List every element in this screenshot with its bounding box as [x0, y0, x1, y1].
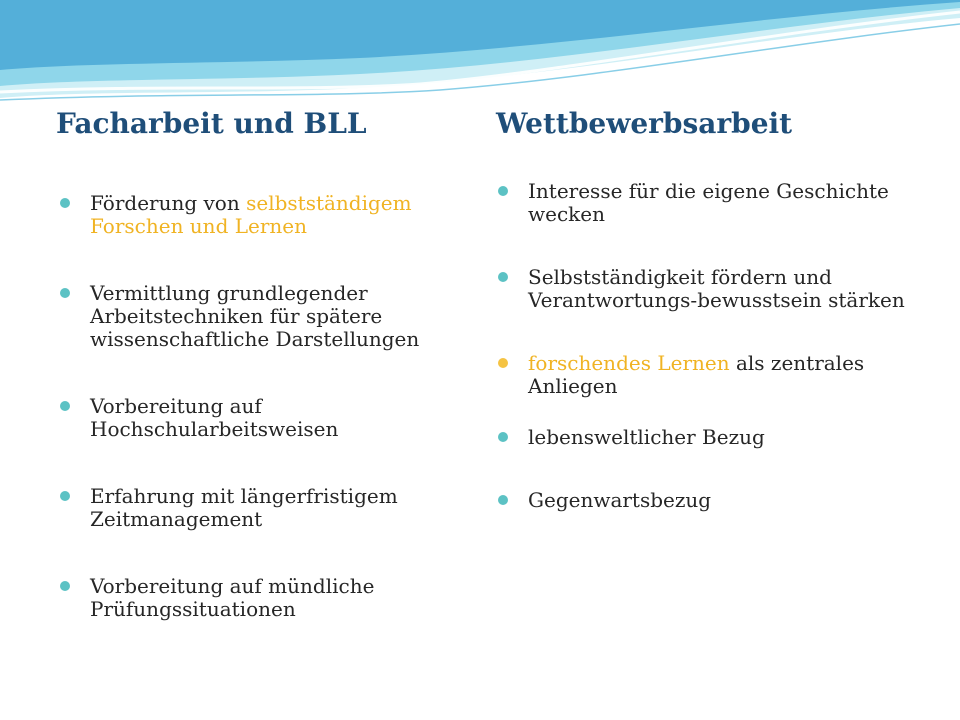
list-item	[60, 282, 480, 351]
list-item-text: Vorbereitung auf Hochschularbeitsweisen	[90, 394, 339, 441]
list-item-text: Erfahrung mit längerfristigem Zeitmanagement	[90, 484, 398, 531]
list-item-text: Selbstständigkeit fördern und Verantwortungs-bewusstsein stärken	[528, 265, 905, 312]
bullet-dot-icon	[498, 358, 508, 368]
right-bullet-list	[498, 180, 918, 552]
list-item	[60, 485, 480, 531]
list-item-text: lebensweltlicher Bezug	[528, 425, 765, 449]
list-item	[498, 426, 918, 449]
list-item	[60, 575, 480, 621]
list-item	[498, 352, 918, 398]
left-bullet-list	[60, 192, 480, 665]
bullet-dot-icon	[60, 198, 70, 208]
list-item-text: Interesse für die eigene Geschichte wecken	[528, 179, 889, 226]
list-item-highlight: selbstständigem Forschen und Lernen	[90, 191, 412, 238]
bullet-dot-icon	[498, 432, 508, 442]
list-item	[498, 266, 918, 312]
list-item	[498, 489, 918, 512]
bullet-dot-icon	[60, 401, 70, 411]
bullet-dot-icon	[498, 272, 508, 282]
left-column-heading: Facharbeit und BLL	[56, 107, 367, 140]
list-item	[60, 395, 480, 441]
bullet-dot-icon	[498, 495, 508, 505]
bullet-dot-icon	[60, 581, 70, 591]
bullet-dot-icon	[60, 491, 70, 501]
list-item-text: Vermittlung grundlegender Arbeitstechniken für spätere wissenschaftliche Darstellungen	[90, 281, 420, 351]
list-item-text: Vorbereitung auf mündliche Prüfungssituationen	[90, 574, 375, 621]
list-item	[60, 192, 480, 238]
list-item	[498, 180, 918, 226]
list-item-text: als zentrales Anliegen	[528, 351, 865, 398]
list-item-text: Förderung von	[90, 191, 247, 215]
list-item-text: Gegenwartsbezug	[528, 488, 712, 512]
list-item-highlight: forschendes Lernen	[528, 351, 730, 375]
bullet-dot-icon	[498, 186, 508, 196]
bullet-dot-icon	[60, 288, 70, 298]
right-column-heading: Wettbewerbsarbeit	[496, 107, 793, 140]
